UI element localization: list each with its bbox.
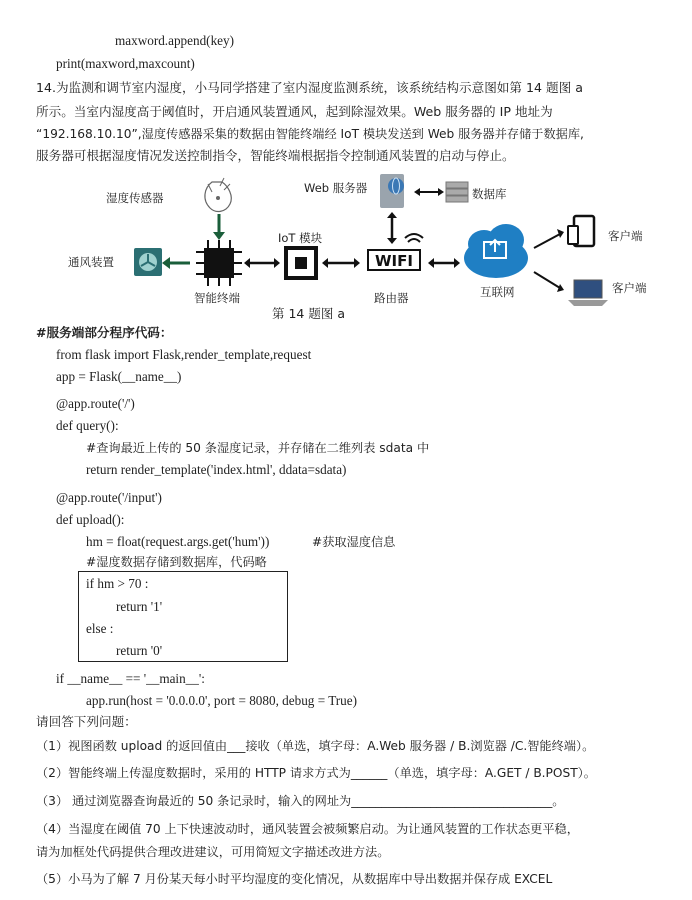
web-server-label: Web 服务器 xyxy=(304,181,368,195)
ventilation-fan-icon xyxy=(134,248,162,276)
database-icon xyxy=(446,182,468,202)
server-code-heading: #服务端部分程序代码： xyxy=(36,325,173,340)
client-label-1: 客户端 xyxy=(608,229,643,243)
smart-terminal-icon xyxy=(196,240,242,286)
sub-question-3: （3） 通过浏览器查询最近的 50 条记录时，输入的网址为_________________________________。 xyxy=(36,794,565,808)
sub-question-1: （1）视图函数 upload 的返回值由___接收（单选，填字母：A.Web 服务器 / B.浏览器 /C.智能终端）。 xyxy=(36,739,595,753)
client-tablet-icon xyxy=(568,216,594,246)
humidity-sensor-label: 湿度传感器 xyxy=(106,191,164,205)
wifi-label: WIFI xyxy=(375,252,413,270)
ventilation-label: 通风装置 xyxy=(68,255,114,269)
iot-module-label: IoT 模块 xyxy=(278,231,323,245)
router-label: 路由器 xyxy=(374,291,409,305)
sub-question-5: （5）小马为了解 7 月份某天每小时平均湿度的变化情况，从数据库中导出数据并保存成 EXCEL xyxy=(36,872,553,886)
code-line-append: maxword.append(key) xyxy=(115,33,235,48)
sub-question-4-line-2: 请为加框处代码提供合理改进建议，可用简短文字描述改进方法。 xyxy=(36,845,390,859)
database-label: 数据库 xyxy=(472,187,507,201)
code-line-def-query: def query(): xyxy=(56,418,119,433)
code-line-def-upload: def upload(): xyxy=(56,512,125,527)
box-line-else: else : xyxy=(86,621,114,636)
code-line-app-run: app.run(host = '0.0.0.0', port = 8080, debug = True) xyxy=(86,693,358,708)
humidity-sensor-icon xyxy=(205,178,231,211)
client-laptop-icon xyxy=(568,280,608,306)
code-line-main: if __name__ == '__main__': xyxy=(56,671,205,686)
box-line-return-1: return '1' xyxy=(116,599,163,614)
client-label-2: 客户端 xyxy=(612,281,647,295)
box-line-if: if hm > 70 : xyxy=(86,576,149,591)
internet-label: 互联网 xyxy=(480,285,515,299)
smart-terminal-label: 智能终端 xyxy=(194,291,240,305)
figure-caption: 第 14 题图 a xyxy=(272,306,345,321)
code-line-print: print(maxword,maxcount) xyxy=(56,56,195,71)
code-line-app: app = Flask(__name__) xyxy=(56,369,182,384)
internet-cloud-icon xyxy=(464,224,528,278)
question-text-line-1: 14.为监测和调节室内湿度，小马同学搭建了室内湿度监测系统，该系统结构示意图如第 14 题图 a xyxy=(36,80,583,95)
code-line-hm: hm = float(request.args.get('hum')) xyxy=(86,534,270,549)
iot-module-icon xyxy=(286,248,316,278)
sub-question-4-line-1: （4）当湿度在阈值 70 上下快速波动时，通风装置会被频繁启动。为让通风装置的工作状态更平稳， xyxy=(36,822,579,836)
code-line-return-render: return render_template('index.html', ddata=sdata) xyxy=(86,462,347,477)
code-line-import: from flask import Flask,render_template,request xyxy=(56,347,312,362)
code-line-query-comment: #查询最近上传的 50 条湿度记录，并存储在二维列表 sdata 中 xyxy=(86,441,430,455)
system-diagram xyxy=(64,168,674,328)
code-line-route-input: @app.route('/input') xyxy=(56,490,162,505)
answer-heading: 请回答下列问题： xyxy=(36,714,137,729)
box-line-return-0: return '0' xyxy=(116,643,163,658)
code-line-store-comment: #湿度数据存储到数据库，代码略 xyxy=(86,555,267,569)
code-line-hm-comment: #获取湿度信息 xyxy=(312,535,396,549)
question-text-line-3: “192.168.10.10”,湿度传感器采集的数据由智能终端经 IoT 模块发送到 Web 服务器并存储于数据库, xyxy=(36,127,584,141)
sub-question-2: （2）智能终端上传湿度数据时，采用的 HTTP 请求方式为______（单选，填字母：A.GET / B.POST）。 xyxy=(36,766,596,780)
web-server-icon xyxy=(380,174,404,208)
question-text-line-4: 服务器可根据湿度情况发送控制指令，智能终端根据指令控制通风装置的启动与停止。 xyxy=(36,148,515,163)
question-text-line-2: 所示。当室内湿度高于阈值时，开启通风装置通风，起到除湿效果。Web 服务器的 IP 地址为 xyxy=(36,104,553,119)
code-line-route-root: @app.route('/') xyxy=(56,396,135,411)
